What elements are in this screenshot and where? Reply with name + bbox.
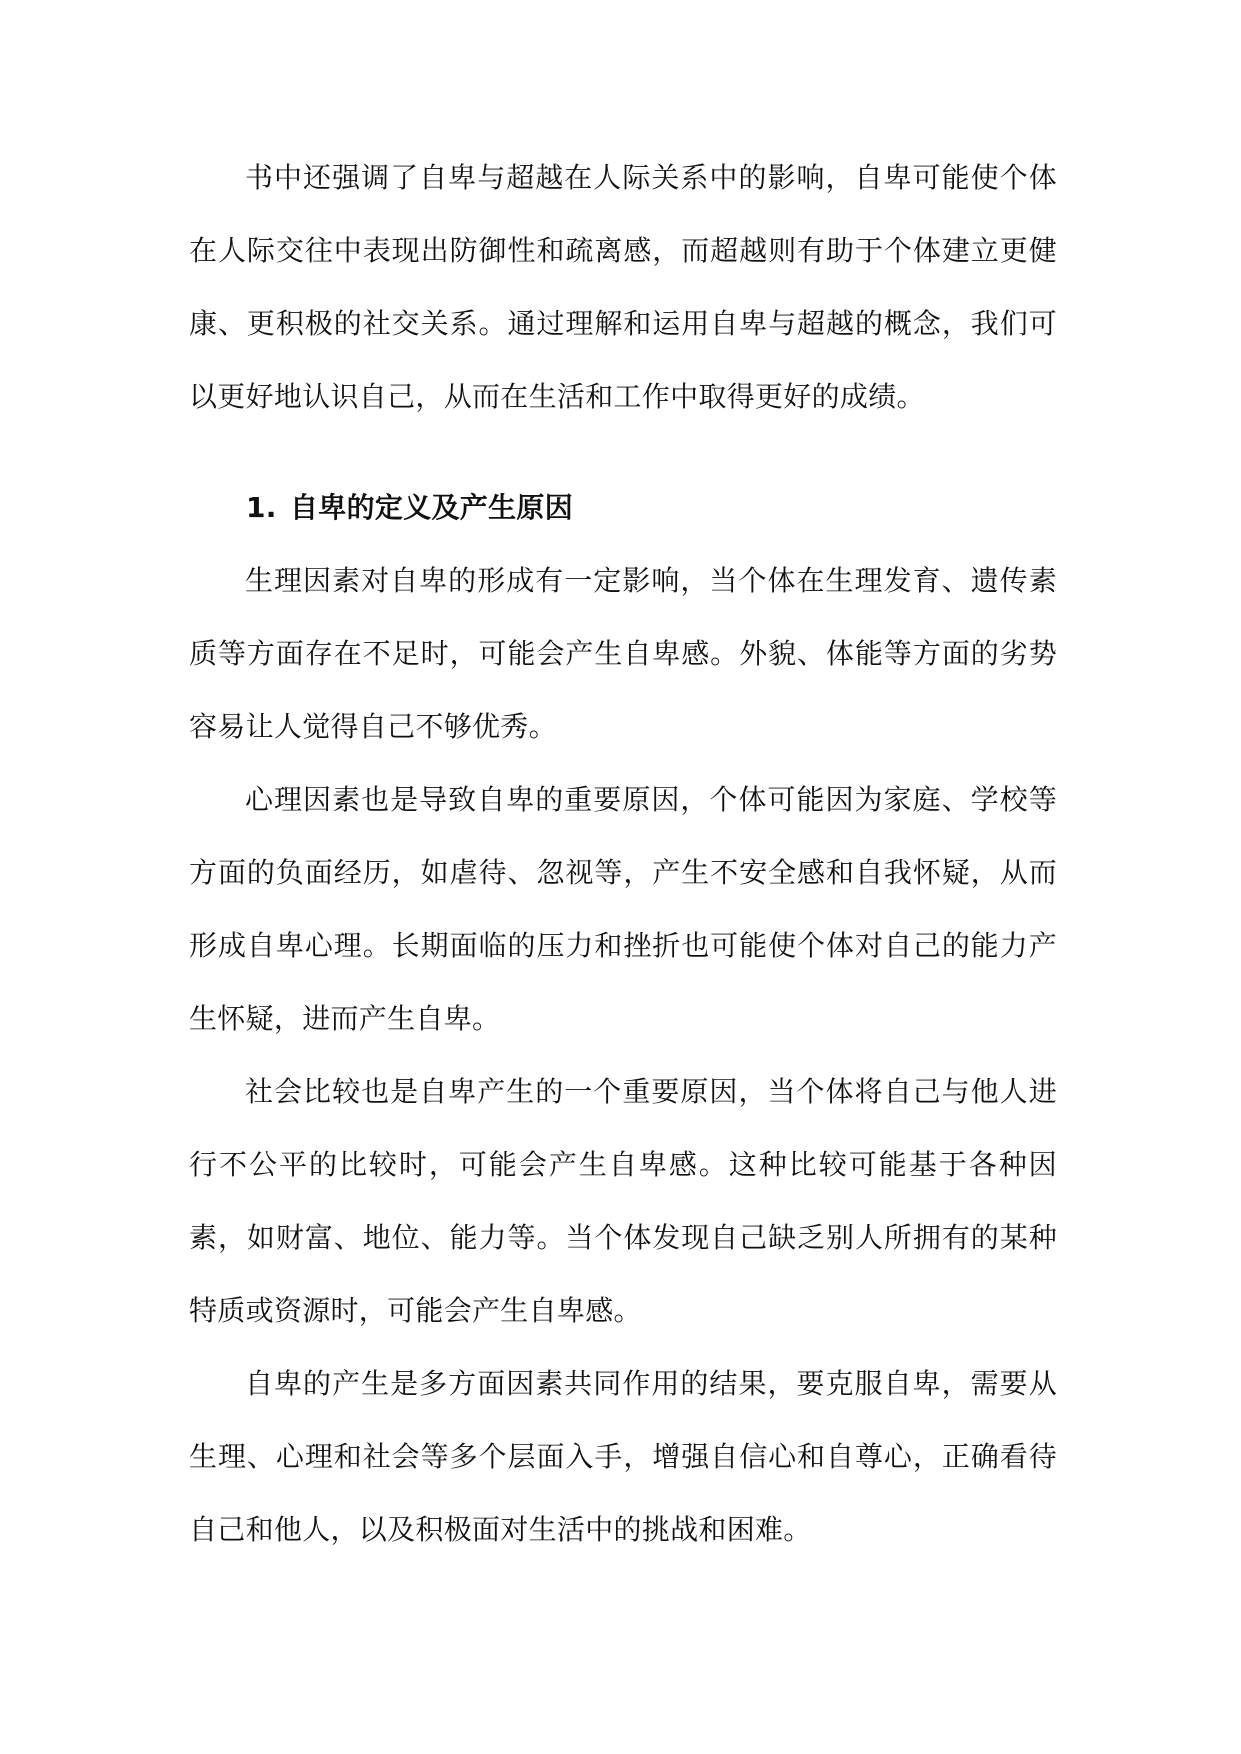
section-heading — [189, 471, 1057, 544]
paragraph-social-comparison: 社会比较也是自卑产生的一个重要原因，当个体将自己与他人进行不公平的比较时，可能会产生自卑感。这种比较可能基于各种因素，如财富、地位、能力等。当个体发现自己缺乏别人所拥有的某种特质或资源时，可能会产生自卑感。 — [189, 1075, 1057, 1327]
paragraph-physiological: 生理因素对自卑的形成有一定影响，当个体在生理发育、遗传素质等方面存在不足时，可能会产生自卑感。外貌、体能等方面的劣势容易让人觉得自己不够优秀。 — [189, 564, 1057, 743]
paragraph-conclusion: 自卑的产生是多方面因素共同作用的结果，要克服自卑，需要从生理、心理和社会等多个层面入手，增强自信心和自尊心，正确看待自己和他人，以及积极面对生活中的挑战和困难。 — [189, 1367, 1057, 1546]
section-number: 1. — [246, 491, 277, 524]
document-body — [189, 141, 1057, 1566]
paragraph-psychological: 心理因素也是导致自卑的重要原因，个体可能因为家庭、学校等方面的负面经历，如虐待、忽视等，产生不安全感和自我怀疑，从而形成自卑心理。长期面临的压力和挫折也可能使个体对自己的能力产生怀疑，进而产生自卑。 — [189, 783, 1057, 1035]
intro-paragraph: 书中还强调了自卑与超越在人际关系中的影响，自卑可能使个体在人际交往中表现出防御性和疏离感，而超越则有助于个体建立更健康、更积极的社交关系。通过理解和运用自卑与超越的概念，我们可以更好地认识自己，从而在生活和工作中取得更好的成绩。 — [189, 161, 1057, 413]
section-title: 自卑的定义及产生原因 — [290, 491, 574, 524]
